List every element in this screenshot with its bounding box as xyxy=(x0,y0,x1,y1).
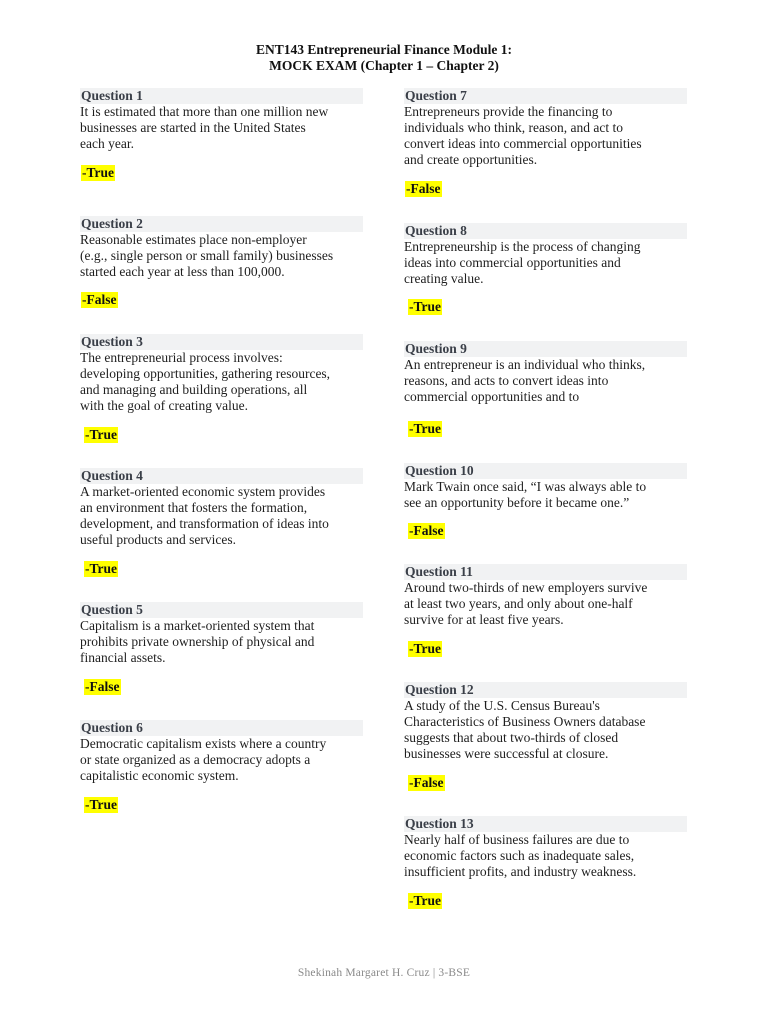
question-11 xyxy=(404,564,687,628)
question-10 xyxy=(404,463,687,511)
question-5 xyxy=(80,602,363,666)
answer-badge: -False xyxy=(406,181,441,196)
question-label: Question 13 xyxy=(404,816,687,832)
answer-badge: -True xyxy=(82,165,114,180)
question-label: Question 10 xyxy=(404,463,687,479)
page-subtitle: MOCK EXAM (Chapter 1 – Chapter 2) xyxy=(269,58,499,73)
question-text: A study of the U.S. Census Bureau's Characteristics of Business Owners database suggests that about two-thirds of closed businesses were successful at closure. xyxy=(404,698,646,761)
question-label: Question 11 xyxy=(404,564,687,580)
answer-badge: -True xyxy=(409,421,441,436)
page-title: ENT143 Entrepreneurial Finance Module 1: xyxy=(256,42,512,57)
question-9 xyxy=(404,341,687,405)
question-label: Question 12 xyxy=(404,682,687,698)
page-footer: Shekinah Margaret H. Cruz | 3-BSE xyxy=(297,967,471,979)
question-8 xyxy=(404,223,687,287)
question-1 xyxy=(80,88,363,152)
question-text: Mark Twain once said, “I was always able to see an opportunity before it became one.” xyxy=(404,479,647,510)
question-label: Question 9 xyxy=(404,341,687,357)
question-text: It is estimated that more than one million new businesses are started in the United States each year. xyxy=(80,104,329,151)
question-text: Around two-thirds of new employers survive at least two years, and only about one-half survive for at least five years. xyxy=(404,580,648,627)
question-text: An entrepreneur is an individual who thinks, reasons, and acts to convert ideas into commercial opportunities and to xyxy=(404,357,646,404)
question-label: Question 8 xyxy=(404,223,687,239)
question-12 xyxy=(404,682,687,762)
question-text: The entrepreneurial process involves: developing opportunities, gathering resources, and managing and building operations, all with the goal of creating value. xyxy=(80,350,331,413)
answer-badge: -False xyxy=(409,523,444,538)
question-text: Reasonable estimates place non-employer (e.g., single person or small family) businesses started each year at less than 100,000. xyxy=(80,232,334,279)
question-13 xyxy=(404,816,687,880)
question-6 xyxy=(80,720,363,784)
question-text: Entrepreneurship is the process of changing ideas into commercial opportunities and creating value. xyxy=(404,239,641,286)
question-label: Question 7 xyxy=(404,88,687,104)
answer-badge: -True xyxy=(409,299,441,314)
question-label: Question 6 xyxy=(80,720,363,736)
question-text: A market-oriented economic system provides an environment that fosters the formation, development, and transformation of ideas into useful products and services. xyxy=(80,484,329,547)
question-3 xyxy=(80,334,363,414)
question-4 xyxy=(80,468,363,548)
question-label: Question 2 xyxy=(80,216,363,232)
question-label: Question 5 xyxy=(80,602,363,618)
question-7 xyxy=(404,88,687,168)
question-label: Question 1 xyxy=(80,88,363,104)
question-2 xyxy=(80,216,363,280)
question-text: Capitalism is a market-oriented system that prohibits private ownership of physical and financial assets. xyxy=(80,618,315,665)
answer-badge: -False xyxy=(82,292,117,307)
question-label: Question 3 xyxy=(80,334,363,350)
answer-badge: -False xyxy=(85,679,120,694)
answer-badge: -False xyxy=(409,775,444,790)
answer-badge: -True xyxy=(409,893,441,908)
answer-badge: -True xyxy=(85,797,117,812)
question-text: Nearly half of business failures are due to economic factors such as inadequate sales, insufficient profits, and industry weakness. xyxy=(404,832,637,879)
question-text: Entrepreneurs provide the financing to individuals who think, reason, and act to convert ideas into commercial opportunities and create opportunities. xyxy=(404,104,642,167)
question-label: Question 4 xyxy=(80,468,363,484)
answer-badge: -True xyxy=(85,561,117,576)
answer-badge: -True xyxy=(409,641,441,656)
answer-badge: -True xyxy=(85,427,117,442)
question-text: Democratic capitalism exists where a country or state organized as a democracy adopts a capitalistic economic system. xyxy=(80,736,327,783)
